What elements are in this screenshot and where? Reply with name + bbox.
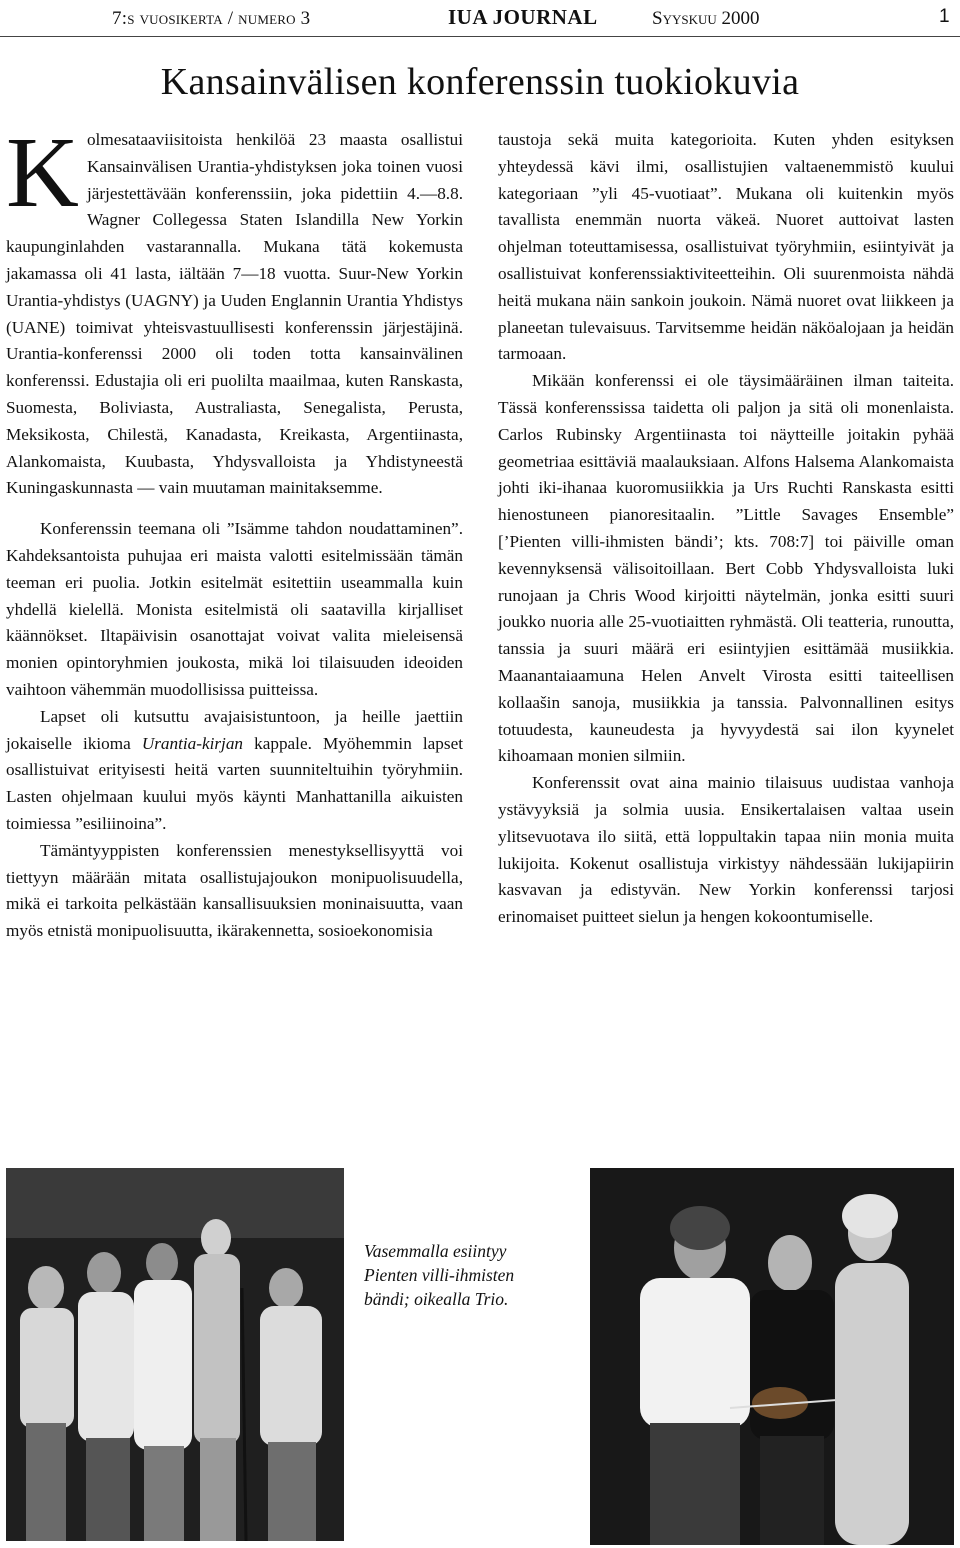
issue-prefix: 7: (112, 8, 128, 29)
page-number: 1 (939, 6, 950, 27)
continued-paragraph: taustoja sekä muita kategorioita. Kuten yhden esityksen yhteydessä kävi ilmi, osallistujien valtaenemmistö kuului kategoriaan ”yli 45-vuotiaat”. Mukana oli kuitenkin myös tavallista enemmän nuorta väkeä. Nuoret auttoivat lasten ohjelman toteuttamisessa, osallistuivat työryhmiin, esiintyivät ja osallistuivat konferenssiaktiviteetteihin. Oli suurenmoista nähdä heitä mukana näin sankoin joukoin. Nämä nuoret ovat liikkeen ja planeetan tulevaisuus. Tarvitsemme heidän näköalojaan ja heidän tarmoaan. (498, 130, 954, 364)
book-title: Urantia-kirjan (141, 733, 244, 753)
intro-paragraph (6, 116, 463, 502)
caption-line-3: bändi; oikealla Trio. (364, 1289, 509, 1309)
trio-photo-image (590, 1168, 954, 1545)
theme-paragraph: Konferenssin teemana oli ”Isämme tahdon noudattaminen”. Kahdeksantoista puhujaa eri maista valotti esitelmissään tämän teeman eri puolia. Jotkin esitelmät esitettiin useammalla kuin yhdellä kielellä. Monista esitelmistä oli saatavilla kirjalliset käännökset. Iltapäivisin osanottajat voivat valita mieleisensä monien opintoryhmien joukosta, mikä loi tilaisuuden ideoiden vaihtoon vähemmän muodollisissa puitteissa. (6, 519, 463, 699)
caption-line-2: Pienten villi-ihmisten (364, 1265, 515, 1285)
issue-date: Syyskuu 2000 (652, 8, 760, 29)
children-text-a: Lapset oli kutsuttu avajaisistuntoon, ja heille jaettiin jokaiselle ikioma (6, 706, 463, 753)
caption-line-1: Vasemmalla esiintyy (364, 1241, 507, 1261)
drop-cap: K (6, 116, 79, 228)
children-text-b: kappale. Myöhemmin lapset osallistuivat erityisesti heitä varten suunniteltuihin työryhmiin. Lasten ohjelmaan kuului myös käynti Manhattanilla aikuisten toimiessa ”esiliinoina”. (6, 733, 463, 833)
page-header (0, 0, 960, 40)
issue-text: s vuosikerta / numero 3 (127, 8, 311, 29)
arts-paragraph: Mikään konferenssi ei ole täysimääräinen ilman taiteita. Tässä konferenssissa taidetta oli paljon ja sitä oli monenlaista. Carlos Rubinsky Argentiinasta toi näytteille joitakin pyhää geometriaa esittäviä maalauksiaan. Alfons Halsema Alankomaista johti iki-ihanaa kuoromusiikkia ja Urs Ruchti Ranskasta esitti hienostuneen pianoresitaalin. ”Little Savages Ensemble” [’Pienten villi-ihmisten bändi’; kts. 708:7] toi päiville oman kevennyksensä välisoitoillaan. Bert Cobb Yhdysvalloista luki runojaan ja Chris Wood kirjoitti näytelmän, jonka esitti suuri joukko nuoria alle 25-vuotiaitten ryhmästä. Oli teatteria, runoutta, tanssia ja suuri määrä eri esiintyjien esittämää musiikkia. Maanantaiaamuna Helen Anvelt Virosta esitti taiteellisen kollaašin sanoja, musiikkia ja tanssia. Palvonnallinen esitys totuudesta, kauneudesta ja hyvyydestä sai ilon kyynelet kihoamaan monien silmiin. (498, 371, 954, 766)
band-photo-image (6, 1168, 344, 1541)
right-column (498, 127, 954, 931)
friendship-paragraph: Konferenssit ovat aina mainio tilaisuus uudistaa vanhoja ystävyyksiä ja solmia uusia. Ensikertalaisen valtaa usein ylitsevuotava ilo siitä, että loppultakin tapaa niin monia muita lukijoita. Kokenut osallistuja virkistyy nähdessään lukijapiirin kasvavan ja edistyvän. New Yorkin konferenssi tarjosi erinomaiset puitteet sielun ja hengen kokoontumiselle. (498, 773, 954, 927)
intro-text: olmesataaviisitoista henkilöä 23 maasta osallistui Kansainvälisen Urantia-yhdistyksen joka toinen vuosi järjestettävään konferenssiin, joka pidettiin 4.—8.8. Wagner Collegessa Staten Islandilla New Yorkin kaupunginlahden vastarannalla. Mukana tätä kokemusta jakamassa oli 41 lasta, iältään 7—18 vuotta. Suur-New Yorkin Urantia-yhdistys (UAGNY) ja Uuden Englannin Urantia Yhdistys (UANE) toimivat yhteisvastuullisesti konferenssin järjestäjinä. Urantia-konferenssi 2000 oli toden totta kansainvälinen konferenssi. Edustajia oli eri puolilta maailmaa, kuten Ranskasta, Suomesta, Boliviasta, Australiasta, Senegalista, Perusta, Meksikosta, Chilestä, Kanadasta, Kreikasta, Argentiinasta, Alankomaista, Kuubasta, Yhdysvalloista ja Yhdistyneestä Kuningaskunnasta — vain muutaman mainitaksemme. (6, 130, 463, 498)
diversity-paragraph: Tämäntyyppisten konferenssien menestyksellisyyttä voi tiettyyn määrään mitata osallistujajoukon monipuolisuudella, mikä ei tarkoita pelkästään kansallisuuksien moninaisuutta, vaan myös etnistä monipuolisuutta, ikärakennetta, sosioekonomisia (6, 840, 463, 941)
band-photo (6, 1168, 344, 1541)
photo-caption (364, 1239, 564, 1311)
header-rule (0, 36, 960, 37)
article-title: Kansainvälisen konferenssin tuokiokuvia (160, 61, 800, 103)
issue-info (112, 8, 310, 30)
children-paragraph (6, 704, 463, 838)
journal-name: IUA JOURNAL (448, 5, 598, 29)
trio-photo (590, 1168, 954, 1545)
left-column (6, 116, 463, 945)
